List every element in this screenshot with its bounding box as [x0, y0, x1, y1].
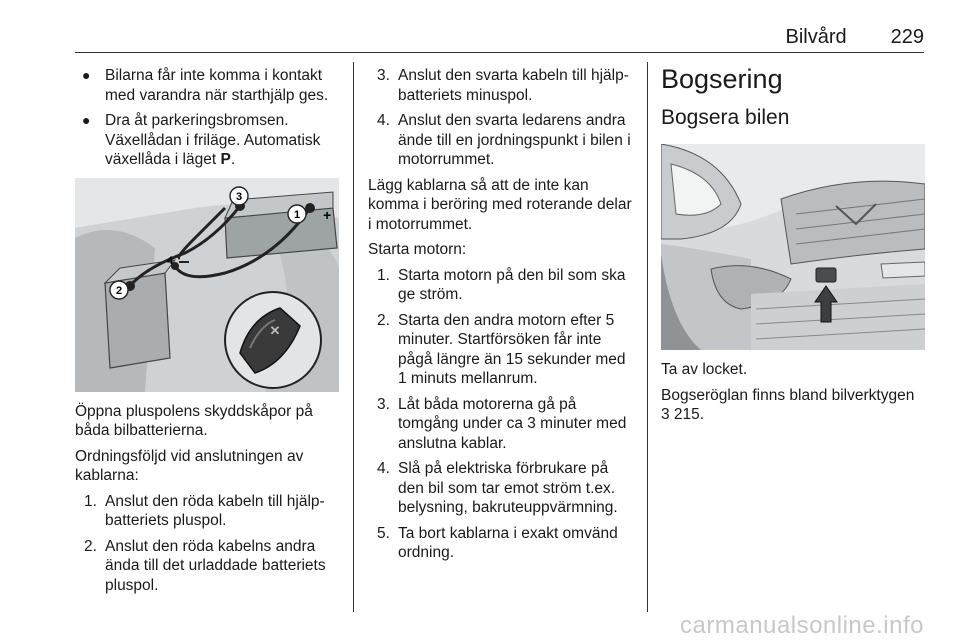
section-title: Bilvård: [785, 26, 847, 48]
bullet-icon: ●: [82, 112, 91, 128]
bullet-text-end: .: [230, 151, 236, 168]
column-2: [368, 66, 636, 569]
cross-mark-icon: ✕: [269, 322, 281, 338]
connection-steps: [75, 492, 343, 596]
callout-label-4: 4: [166, 254, 174, 267]
step-text: Starta motorn på den bil som ska ge ström.: [398, 266, 626, 303]
bullet-text: Bilarna får inte komma i kontakt med varandra när starthjälp ges.: [105, 67, 329, 104]
watermark: carmanualsonline.info: [680, 612, 924, 639]
step-number: 5.: [377, 524, 390, 542]
jump-start-illustration: [75, 178, 339, 392]
list-item: [368, 266, 636, 305]
step-text: Anslut den svarta kabeln till hjälp-batteriets minuspol.: [398, 67, 629, 104]
step-text: Slå på elektriska förbrukare på den bil som tar emot ström t.ex. belysning, bakruteuppvärmning.: [398, 460, 618, 516]
bullet-icon: ●: [82, 67, 91, 83]
paragraph: Starta motorn:: [368, 241, 467, 258]
subsection-heading: Bogsera bilen: [661, 106, 790, 129]
gear-position-p: P: [220, 151, 231, 168]
callout-label-1: 1: [293, 208, 301, 221]
step-text: Anslut den röda kabelns andra ända till det urladdade batteriets pluspol.: [105, 537, 326, 594]
start-engine-steps: [368, 266, 636, 563]
step-text: Starta den andra motorn efter 5 minuter. Startförsöken får inte pågå längre än 15 sekunder med 1 minuts mellanrum.: [398, 311, 626, 387]
paragraph-text: Bogseröglan finns bland bilverktygen: [661, 386, 915, 404]
list-item: [75, 537, 343, 596]
page-reference-link[interactable]: 3 215.: [661, 406, 705, 423]
callout-label-2: 2: [115, 284, 123, 297]
list-item: [75, 492, 343, 531]
paragraph: Ta av locket.: [661, 361, 748, 378]
step-text: Ta bort kablarna i exakt omvänd ordning.: [398, 524, 618, 561]
step-number: 4.: [377, 112, 390, 129]
step-number: 3.: [377, 67, 390, 84]
section-heading: Bogsering: [661, 64, 783, 94]
step-number: 2.: [84, 537, 97, 555]
list-item: [368, 459, 636, 518]
list-item: [75, 66, 343, 105]
towing-eye-cover-illustration: [661, 144, 925, 350]
connection-steps-continued: [368, 66, 636, 170]
step-number: 1.: [84, 492, 97, 510]
list-item: [368, 395, 636, 454]
column-3: [661, 66, 927, 431]
list-item: [368, 524, 636, 563]
bullet-list: [75, 66, 343, 170]
list-item: [368, 111, 636, 170]
page-header: [75, 26, 924, 53]
column-divider-2: [647, 62, 648, 612]
page-number: 229: [890, 26, 924, 48]
list-item: [368, 66, 636, 105]
bullet-text: Dra åt parkeringsbromsen. Växellådan i friläge. Automatisk växellåda i läget: [105, 112, 321, 168]
step-text: Anslut den svarta ledarens andra ände till en jordningspunkt i bilen i motorrummet.: [398, 112, 631, 168]
paragraph: Ordningsföljd vid anslutningen av kablarna:: [75, 447, 304, 484]
step-number: 4.: [377, 460, 390, 477]
step-text: Låt båda motorerna gå på tomgång under ca 3 minuter med anslutna kablar.: [398, 395, 627, 452]
step-number: 1.: [377, 266, 390, 284]
step-text: Anslut den röda kabeln till hjälp-batteriets pluspol.: [105, 492, 325, 529]
step-number: 3.: [377, 395, 390, 413]
column-1: [75, 66, 343, 601]
column-divider-1: [353, 62, 354, 612]
callout-label-3: 3: [235, 190, 243, 203]
paragraph: Öppna pluspolens skyddskåpor på båda bilbatterierna.: [75, 402, 313, 439]
paragraph: Lägg kablarna så att de inte kan komma i beröring med roterande delar i motorrummet.: [368, 176, 632, 233]
plus-symbol: +: [323, 206, 332, 223]
step-number: 2.: [377, 311, 390, 329]
paragraph-with-reference: [661, 386, 927, 425]
list-item: [368, 311, 636, 389]
list-item: [75, 111, 343, 170]
